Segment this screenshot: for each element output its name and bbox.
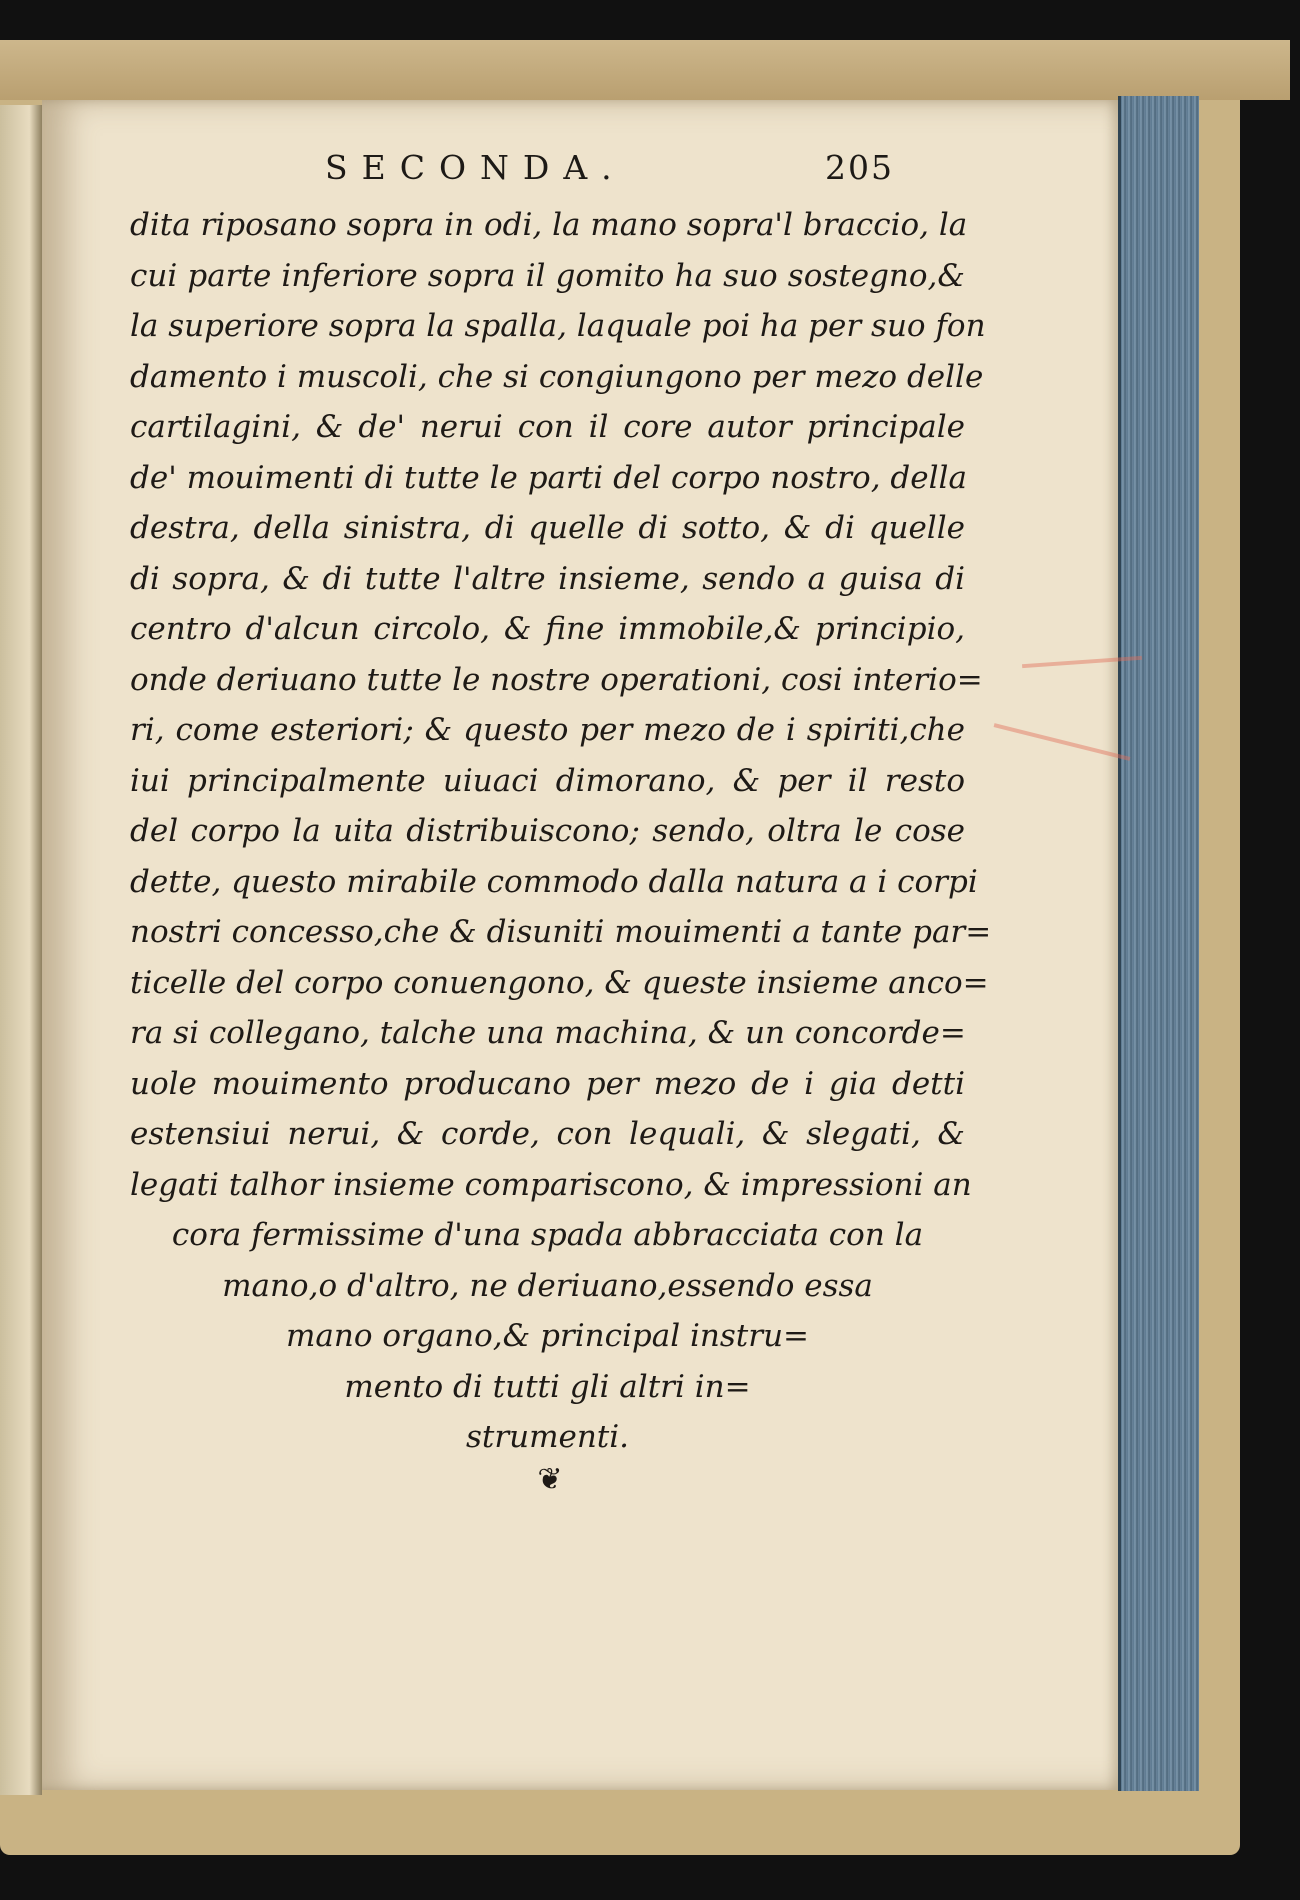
text-line: la superiore sopra la spalla, laquale poi ha per suo fon: [130, 308, 986, 344]
book-cover-top-edge: [0, 40, 1290, 100]
text-line: ra si collegano, talche una machina, & un concorde=: [130, 1015, 966, 1051]
text-line: uole mouimento producano per mezo de i gia detti: [130, 1065, 965, 1102]
text-line: del corpo la uita distribuiscono; sendo, oltra le cose: [130, 813, 965, 849]
text-line: mano organo,& principal instru=: [285, 1318, 810, 1354]
page-number: 205: [825, 148, 894, 187]
text-line: estensiui nerui, & corde, con lequali, & slegati, &: [130, 1116, 965, 1152]
running-head-title: SECONDA.: [325, 148, 626, 187]
text-line: mento di tutti gli altri in=: [344, 1368, 751, 1405]
text-line: ticelle del corpo conuengono, & queste insieme anco=: [130, 964, 989, 1001]
text-line: mano,o d'altro, ne deriuano,essendo essa: [222, 1267, 873, 1304]
facing-page-edge: [0, 105, 42, 1795]
body-text: [130, 200, 992, 1463]
running-head: [325, 148, 945, 196]
text-line: damento i muscoli, che si congiungono per mezo delle: [130, 358, 984, 395]
text-line: de' mouimenti di tutte le parti del corpo nostro, della: [130, 459, 967, 496]
text-line: cui parte inferiore sopra il gomito ha suo sostegno,&: [130, 257, 965, 294]
text-line: dette, questo mirabile commodo dalla natura a i corpi: [130, 863, 978, 900]
text-line: onde deriuano tutte le nostre operationi, cosi interio=: [130, 661, 983, 698]
page-block-fore-edge: [1118, 96, 1199, 1791]
tailpiece-ornament: ❦: [537, 1462, 563, 1497]
text-line: iui principalmente uiuaci dimorano, & per il resto: [130, 762, 965, 799]
text-line: cartilagini, & de' nerui con il core autor principale: [130, 409, 965, 445]
text-line: legati talhor insieme compariscono, & impressioni an: [130, 1166, 972, 1203]
text-line: dita riposano sopra in odi, la mano sopra'l braccio, la: [130, 207, 968, 243]
text-line: destra, della sinistra, di quelle di sotto, & di quelle: [130, 510, 965, 546]
text-line: strumenti.: [465, 1419, 630, 1455]
text-line: ri, come esteriori; & questo per mezo de i spiriti,che: [130, 712, 965, 748]
text-line: di sopra, & di tutte l'altre insieme, sendo a guisa di: [130, 560, 965, 597]
text-line: cora fermissime d'una spada abbracciata con la: [171, 1217, 924, 1253]
red-mark: [994, 723, 1131, 761]
text-line: centro d'alcun circolo, & fine immobile,& principio,: [130, 611, 965, 647]
text-line: nostri concesso,che & disuniti mouimenti a tante par=: [130, 914, 992, 950]
